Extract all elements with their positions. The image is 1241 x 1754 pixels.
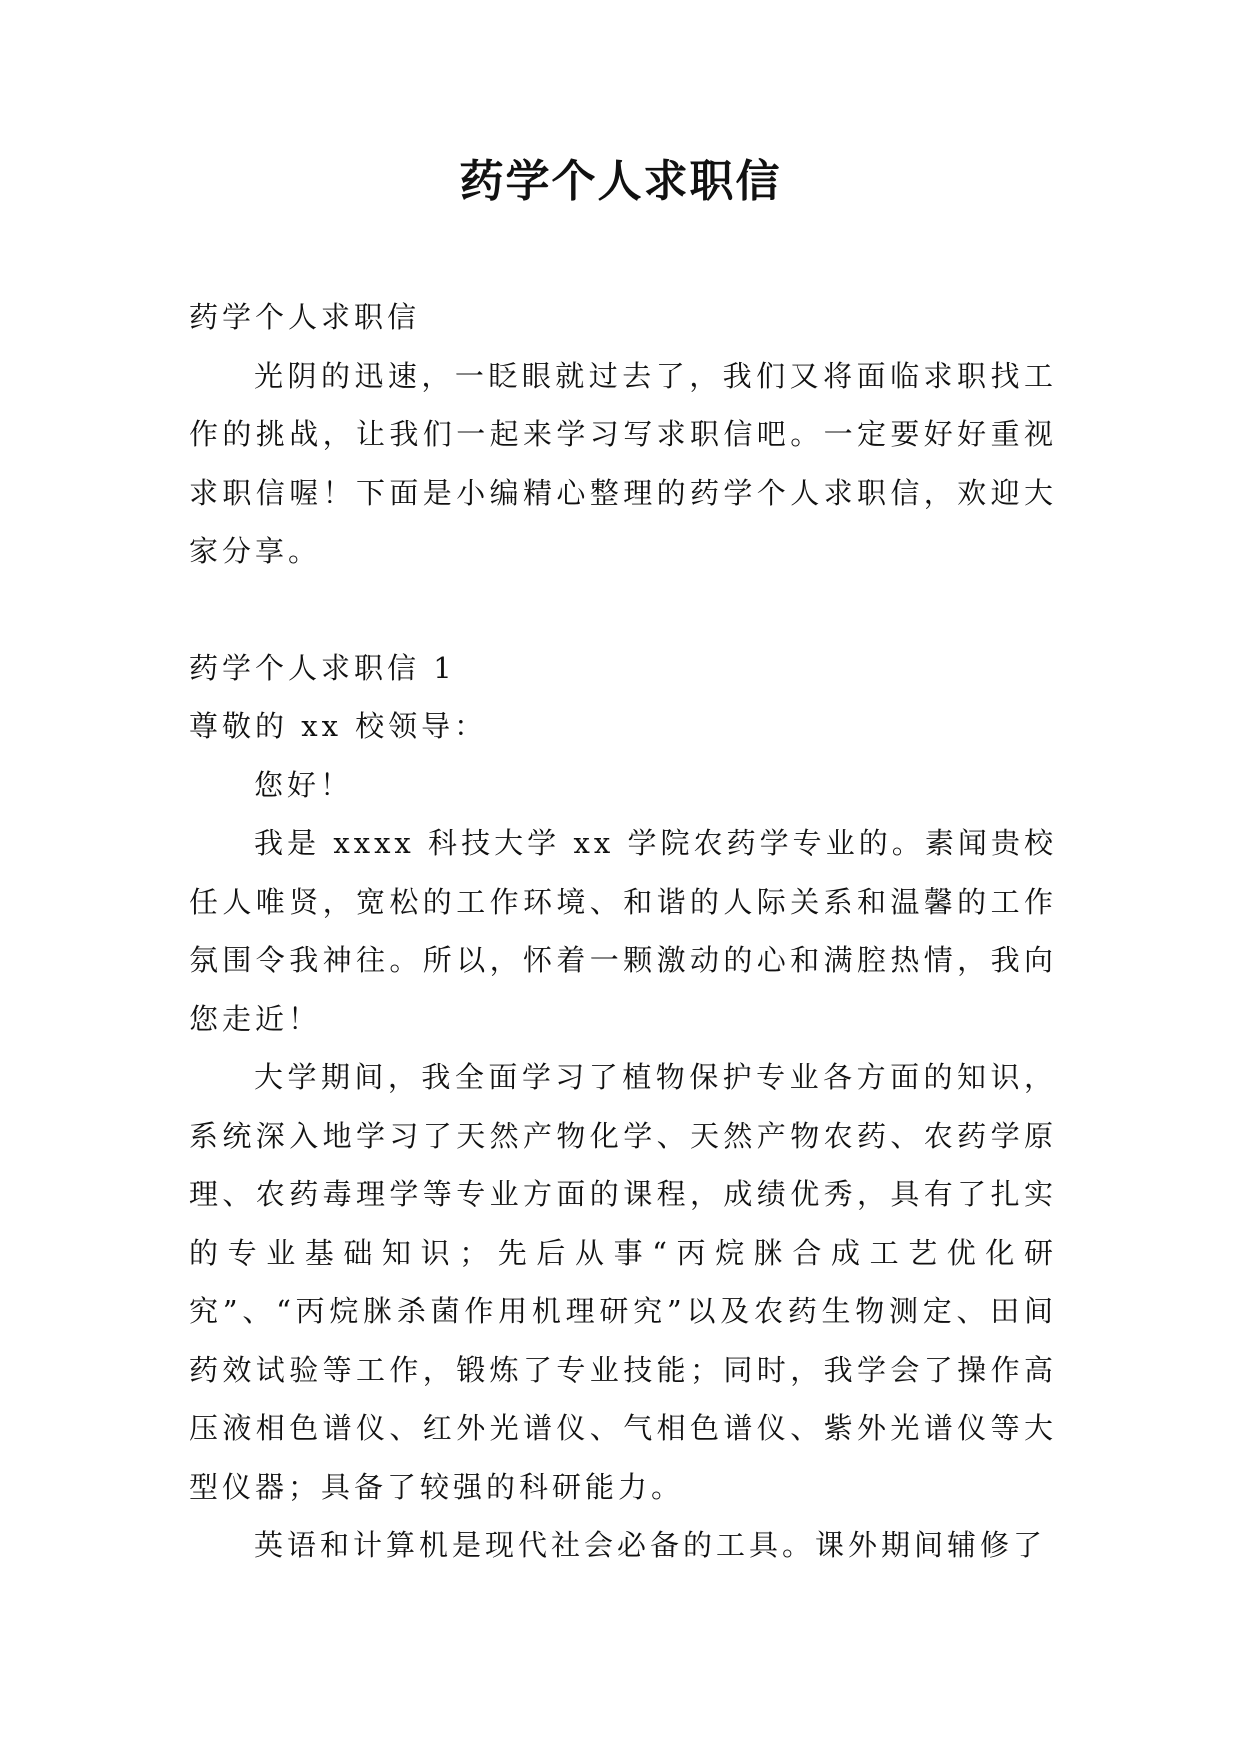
section-heading: 药学个人求职信 1: [189, 650, 456, 685]
intro-paragraph: 光阴的迅速，一眨眼就过去了，我们又将面临求职找工作的挑战，让我们一起来学习写求职信吧。一定要好好重视求职信喔！下面是小编精心整理的药学个人求职信，欢迎大家分享。: [189, 358, 1057, 568]
document-title: 药学个人求职信: [459, 156, 782, 207]
body-paragraph: 大学期间，我全面学习了植物保护专业各方面的知识，系统深入地学习了天然产物化学、天然产物农药、农药学原理、农药毒理学等专业方面的课程，成绩优秀，具有了扎实的专业基础知识；先后从事“丙烷脒合成工艺优化研究”、“丙烷脒杀菌作用机理研究”以及农药生物测定、田间药效试验等工作，锻炼了专业技能；同时，我学会了操作高压液相色谱仪、红外光谱仪、气相色谱仪、紫外光谱仪等大型仪器；具备了较强的科研能力。: [189, 1060, 1057, 1504]
body-paragraph: 我是 xxxx 科技大学 xx 学院农药学专业的。素闻贵校任人唯贤，宽松的工作环境、和谐的人际关系和温馨的工作氛围令我神往。所以，怀着一颗激动的心和满腔热情，我向您走近！: [189, 826, 1057, 1036]
paragraph-spacer: [189, 581, 1057, 639]
body-paragraph: 英语和计算机是现代社会必备的工具。课外期间辅修了: [254, 1528, 1047, 1562]
letter-salutation: 尊敬的 xx 校领导：: [189, 709, 488, 743]
document-subtitle: 药学个人求职信: [189, 300, 421, 334]
letter-greeting: 您好！: [254, 767, 354, 802]
document-body: [189, 288, 1057, 1575]
